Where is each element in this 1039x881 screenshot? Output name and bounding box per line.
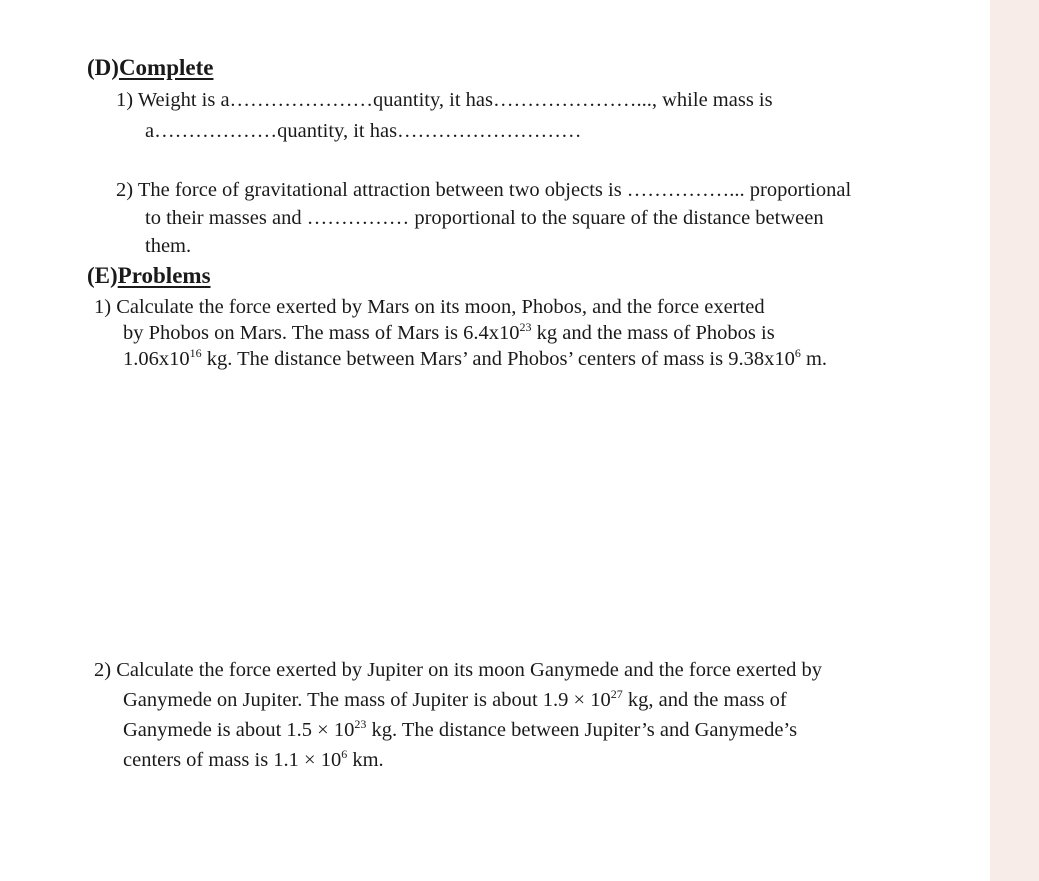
problem-2-line2-a: Ganymede on Jupiter. The mass of Jupiter is about 1.9 × 10 xyxy=(123,689,611,711)
problem-2-line3-b: kg. The distance between Jupiter’s and Ganymede’s xyxy=(366,719,798,741)
problem-2-line3 xyxy=(123,717,797,743)
section-e-title: Problems xyxy=(117,263,211,288)
question-d2-line2: to their masses and …………… proportional to the square of the distance between xyxy=(145,207,824,229)
problem-1-line3-b: kg. The distance between Mars’ and Phobos’ centers of mass is 9.38x10 xyxy=(201,348,795,370)
problem-2-line1: 2) Calculate the force exerted by Jupiter on its moon Ganymede and the force exerted by xyxy=(94,659,823,681)
problem-1-line2-text: by Phobos on Mars. The mass of Mars is 6.4x10 xyxy=(123,322,520,344)
problem-2-line3-exponent: 23 xyxy=(354,717,367,732)
question-d1-line2: a………………quantity, it has……………………… xyxy=(145,120,582,142)
problem-1-line2 xyxy=(123,320,775,346)
problem-2-line4-a: centers of mass is 1.1 × 10 xyxy=(123,749,342,771)
problem-2-line4-exponent: 6 xyxy=(341,747,348,762)
problem-1-line3-a: 1.06x10 xyxy=(123,348,190,370)
problem-1-line2-rest: kg and the mass of Phobos is xyxy=(531,322,775,344)
problem-1-line3-exponent-2: 6 xyxy=(794,346,801,361)
problem-1-line2-exponent: 23 xyxy=(519,320,532,335)
problem-2-line4-b: km. xyxy=(347,749,384,771)
problem-1-line1: 1) Calculate the force exerted by Mars on its moon, Phobos, and the force exerted xyxy=(94,296,765,318)
section-d-heading xyxy=(87,55,213,81)
problem-1-line3-c: m. xyxy=(800,348,828,370)
section-e-prefix: (E) xyxy=(87,263,118,288)
problem-2-line2 xyxy=(123,687,787,713)
question-d2-line1: 2) The force of gravitational attraction between two objects is ……………... proportional xyxy=(116,179,852,201)
problem-2-line2-b: kg, and the mass of xyxy=(622,689,787,711)
problem-2-line4 xyxy=(123,747,384,773)
problem-2-line2-exponent: 27 xyxy=(610,687,623,702)
question-d1-line1: 1) Weight is a…………………quantity, it has…………………..., while mass is xyxy=(116,89,773,111)
question-d2-line3: them. xyxy=(145,235,192,257)
problem-1-line3 xyxy=(123,346,827,372)
section-e-heading xyxy=(87,263,211,289)
problem-1-line3-exponent-1: 16 xyxy=(189,346,202,361)
problem-2-line3-a: Ganymede is about 1.5 × 10 xyxy=(123,719,355,741)
section-d-prefix: (D) xyxy=(87,55,119,80)
page-margin-strip xyxy=(990,0,1039,881)
section-d-title: Complete xyxy=(118,55,214,80)
